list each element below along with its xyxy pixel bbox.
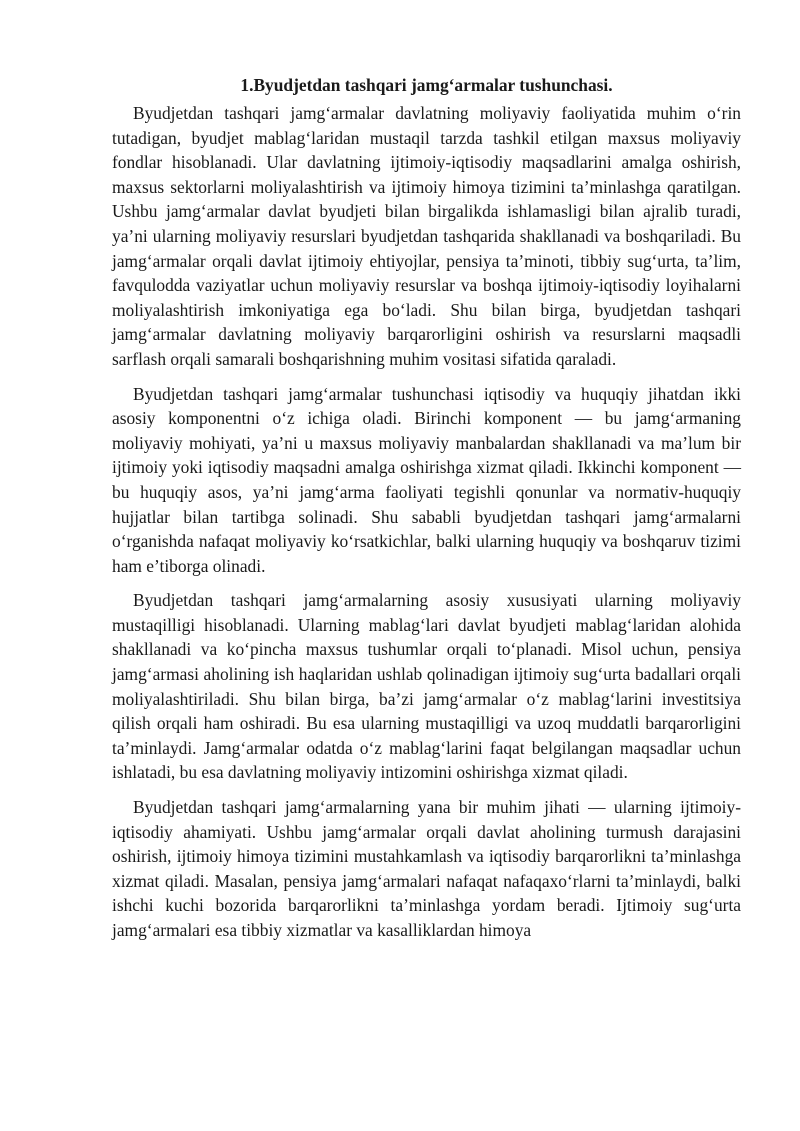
section-title: 1.Byudjetdan tashqari jamg‘armalar tushunchasi.: [240, 75, 613, 95]
paragraph-4: Byudjetdan tashqari jamg‘armalarning yana bir muhim jihati — ularning ijtimoiy-iqtisodiy ahamiyati. Ushbu jamg‘armalar orqali davlat aholining turmush darajasini oshirish, ijtimoiy himoya tizimini mustahkamlash va iqtisodiy barqarorlikni ta’minlashga xizmat qiladi. Masalan, pensiya jamg‘armalari nafaqat nafaqaxo‘rlarni ta’minlaydi, balki ishchi kuchi bozorida barqarorlikni ta’minlashga yordam beradi. Ijtimoiy sug‘urta jamg‘armalari esa tibbiy xizmatlar va kasalliklardan himoya: [112, 797, 741, 940]
paragraph-3: Byudjetdan tashqari jamg‘armalarning asosiy xususiyati ularning moliyaviy mustaqilligi hisoblanadi. Ularning mablag‘lari davlat byudjeti mablag‘laridan alohida shakllanadi va ko‘pincha maxsus tushumlar orqali to‘planadi. Misol uchun, pensiya jamg‘armasi aholining ish haqlaridan ushlab qolinadigan ijtimoiy sug‘urta badallari orqali moliyalashtiriladi. Shu bilan birga, ba’zi jamg‘armalar o‘z mablag‘larini investitsiya qilish orqali ham oshiradi. Bu esa ularning mustaqilligi va uzoq muddatli barqarorligini ta’minlaydi. Jamg‘armalar odatda o‘z mablag‘larini faqat belgilangan maqsadlar uchun ishlatadi, bu esa davlatning moliyaviy intizomini oshirishga xizmat qiladi.: [112, 590, 741, 783]
paragraph-2: Byudjetdan tashqari jamg‘armalar tushunchasi iqtisodiy va huquqiy jihatdan ikki asosiy komponentni o‘z ichiga oladi. Birinchi komponent — bu jamg‘armaning moliyaviy mohiyati, ya’ni u maxsus moliyaviy manbalardan shakllanadi va ma’lum bir ijtimoiy yoki iqtisodiy maqsadni amalga oshirishga xizmat qiladi. Ikkinchi komponent — bu huquqiy asos, ya’ni jamg‘arma faoliyati tegishli qonunlar va normativ-huquqiy hujjatlar bilan tartibga solinadi. Shu sababli byudjetdan tashqari jamg‘armalarni o‘rganishda nafaqat moliyaviy ko‘rsatkichlar, balki ularning huquqiy va boshqaruv tizimi ham e’tiborga olinadi.: [112, 383, 741, 576]
paragraph-1: Byudjetdan tashqari jamg‘armalar davlatning moliyaviy faoliyatida muhim o‘rin tutadigan, byudjet mablag‘laridan mustaqil tarzda tashkil etilgan maxsus moliyaviy fondlar hisoblanadi. Ular davlatning ijtimoiy-iqtisodiy maqsadlarini amalga oshirish, maxsus sektorlarni moliyalashtirish va ijtimoiy himoya tizimini ta’minlashga qaratilgan. Ushbu jamg‘armalar davlat byudjeti bilan birgalikda ishlamasligi bilan ajralib turadi, ya’ni ularning moliyaviy resurslari byudjetdan tashqarida shakllanadi va boshqariladi. Bu jamg‘armalar orqali davlat ijtimoiy ehtiyojlar, pensiya ta’minoti, tibbiy sug‘urta, ta’lim, favqulodda vaziyatlar uchun moliyaviy resurslar va boshqa ijtimoiy-iqtisodiy loyihalarni moliyalashtirish imkoniyatiga ega bo‘ladi. Shu bilan birga, byudjetdan tashqari jamg‘armalar davlatning moliyaviy barqarorligini oshirish va resurslarni maqsadli sarflash orqali samarali boshqarishning muhim vositasi sifatida qaraladi.: [112, 103, 741, 369]
document-page: [112, 73, 741, 953]
